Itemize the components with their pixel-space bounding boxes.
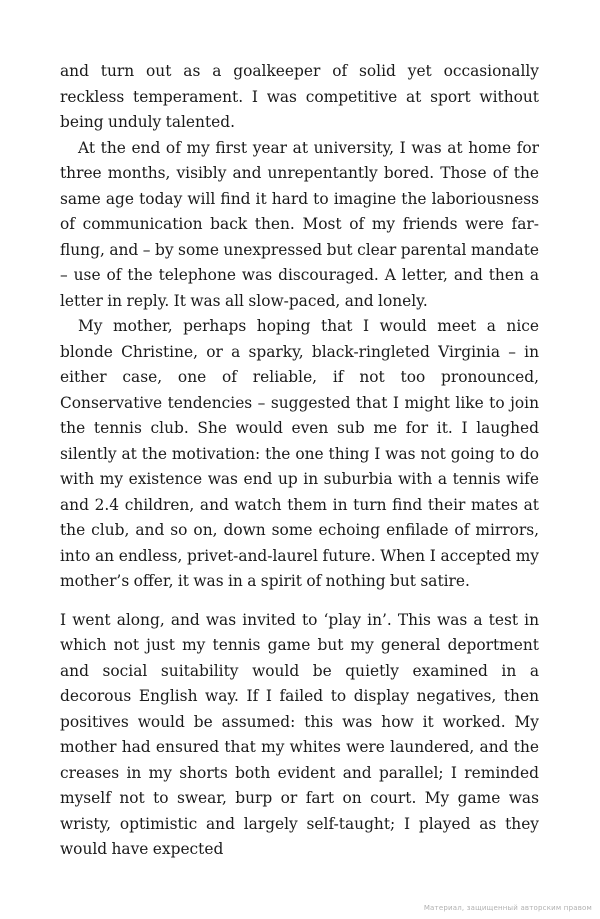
copyright-watermark: Материал, защищенный авторским правом bbox=[423, 904, 592, 912]
paragraph-tennis-club: My mother, perhaps hoping that I would meet a nice blonde Christine, or a sparky, black-ringleted Virginia – in either case, one of reliable, if not too pronounced, Conservative tendencies – suggested that I might like to join the tennis club. She would even sub me for it. I laughed silently at the motivation: the one thing I was not going to do with my existence was end up in suburbia with a tennis wife and 2.4 children, and watch them in turn find their mates at the club, and so on, down some echoing enfilade of mirrors, into an endless, privet-and-laurel future. When I accepted my mother’s offer, it was in a spirit of nothing but satire. bbox=[60, 317, 539, 590]
paragraph-continued: and turn out as a goalkeeper of solid yet occasionally reckless temperament. I was competitive at sport without being unduly talented. bbox=[60, 62, 539, 131]
page-body bbox=[60, 59, 539, 863]
paragraph-university-summer: At the end of my first year at university, I was at home for three months, visibly and unrepentantly bored. Those of the same age today will find it hard to imagine the laboriousness of communication back then. Most of my friends were far-flung, and – by some unexpressed but clear parental mandate – use of the telephone was discouraged. A letter, and then a letter in reply. It was all slow-paced, and lonely. bbox=[60, 138, 539, 310]
paragraph-play-in: I went along, and was invited to ‘play in’. This was a test in which not just my tennis game but my general deportment and social suitability would be quietly examined in a decorous English way. If I failed to display negatives, then positives would be assumed: this was how it worked. My mother had ensured that my whites were laundered, and the creases in my shorts both evident and parallel; I reminded myself not to swear, burp or fart on court. My game was wristy, optimistic and largely self-taught; I played as they would have expected bbox=[60, 610, 539, 858]
